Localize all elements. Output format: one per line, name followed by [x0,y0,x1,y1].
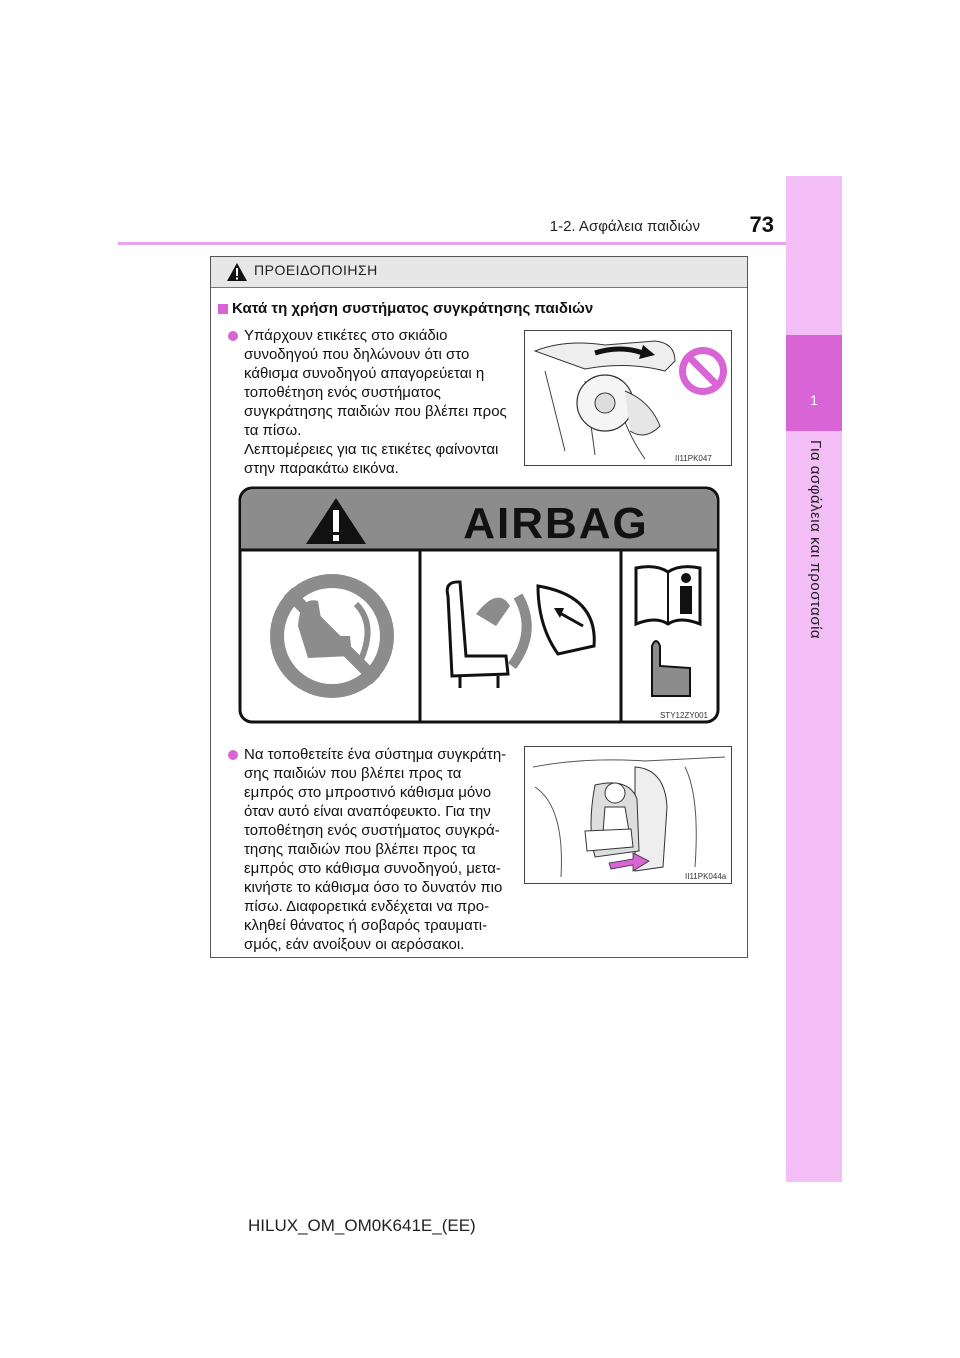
header-section-title: 1-2. Ασφάλεια παιδιών [549,218,700,235]
chapter-number: 1 [810,392,818,408]
bullet-dot-icon [228,331,238,341]
bullet2-text [244,745,516,954]
bullet2-line: τησης παιδιών που βλέπει προς τα [244,841,476,858]
bullet2-line: εμπρός στο μπροστινό κάθισμα μόνο [244,784,492,801]
bullet2-line: Να τοποθετείτε ένα σύστημα συγκράτη- [244,746,507,763]
section-title: Κατά τη χρήση συστήματος συγκράτησης παιδιών [232,300,594,317]
sun-visor-illustration [525,331,731,465]
airbag-label-figure [238,486,720,724]
bullet1-line: τα πίσω. [244,422,302,439]
bullet1-line: συγκράτησης παιδιών που βλέπει προς [244,403,507,420]
figure1-code: II11PK047 [675,454,712,463]
chapter-side-tab [786,176,842,1182]
bullet2-line: τοποθέτηση ενός συστήματος συγκρά- [244,822,500,839]
figure2-code: STY12ZY001 [659,711,708,720]
bullet1-line: τοποθέτηση ενός συστήματος [244,384,441,401]
warning-title: ΠΡΟΕΙΔΟΠΟΙΗΣΗ [254,262,378,278]
bullet2-line: κινήστε το κάθισμα όσο το δυνατόν πιο [244,879,503,896]
chapter-side-tab-active [786,335,842,431]
airbag-word: AIRBAG [463,499,649,548]
bullet1-line: κάθισμα συνοδηγού απαγορεύεται η [244,365,485,382]
page-number: 73 [749,212,774,237]
figure3-code: II11PK044a [685,872,727,881]
bullet1-text [244,326,514,478]
bullet2-line: σης παιδιών που βλέπει προς τα [244,765,462,782]
header-rule [118,242,786,245]
bullet2-line: πίσω. Διαφορετικά ενδέχεται να προ- [244,898,490,915]
bullet1-line: συνοδηγού που δηλώνουν ότι στο [244,346,470,363]
bullet2-line: κληθεί θάνατος ή σοβαρός τραυματι- [244,917,488,934]
warning-triangle-icon [226,262,248,282]
chapter-title: Για ασφάλεια και προστασία [807,440,824,640]
bullet2-line: εμπρός στο κάθισμα συνοδηγού, μετα- [244,860,501,877]
bullet2-line: σμός, εάν ανοίξουν οι αερόσακοι. [244,936,465,953]
sun-visor-figure [524,330,732,466]
bullet-dot-icon [228,750,238,760]
footer-document-code: HILUX_OM_OM0K641E_(EE) [248,1216,476,1235]
bullet1-line: στην παρακάτω εικόνα. [244,460,399,477]
bullet2-line: όταν αυτό είναι αναπόφευκτο. Για την [244,803,491,820]
bullet1-line: Υπάρχουν ετικέτες στο σκιάδιο [244,327,448,344]
child-seat-figure [524,746,732,884]
airbag-label-illustration [238,486,720,724]
bullet1-line: Λεπτομέρειες για τις ετικέτες φαίνονται [244,441,499,458]
child-seat-illustration [525,747,731,883]
section-square-icon [218,304,228,314]
